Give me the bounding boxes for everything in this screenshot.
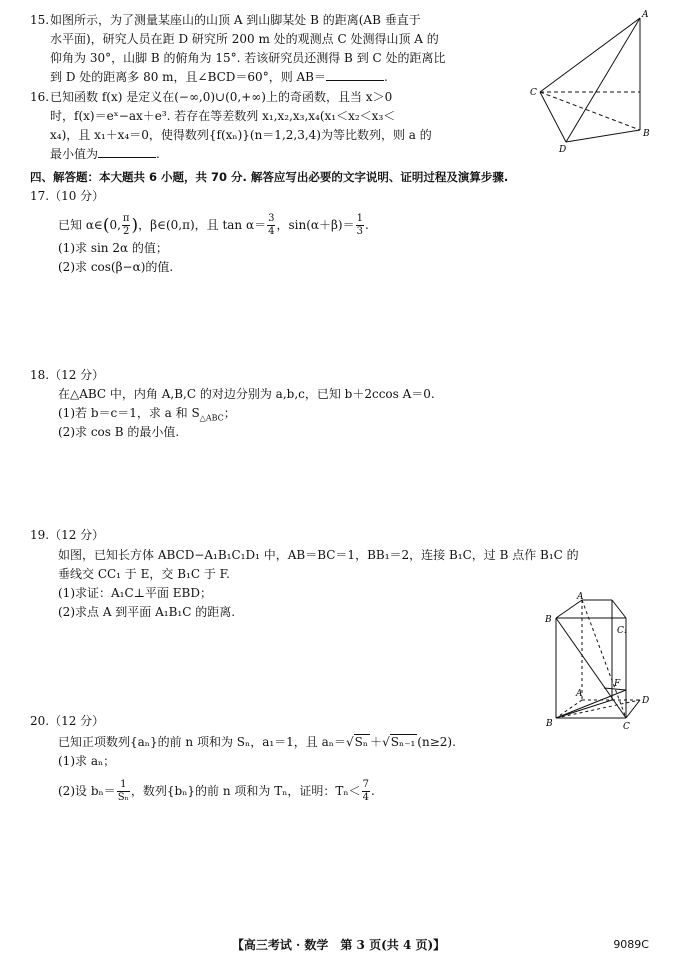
q20-sqrt-sn-1: Sₙ₋₁ [390,735,416,749]
q15-line-4 [50,68,446,87]
q15-body [50,11,446,87]
q17-paren-open: ( [102,215,110,236]
q17-pi-num: π [122,213,130,224]
q19-figure [540,592,656,732]
q17-given-prefix: 已知 α∈ [58,218,103,232]
q19-label-c1: C₁ [617,626,628,636]
q17-body [58,211,369,277]
q20-b-frac [117,779,130,804]
q19-body [58,546,579,622]
q15-line-4-text: 到 D 处的距离多 80 m，且∠BCD＝60°，则 AB＝ [50,70,326,84]
q19-line-1: 如图，已知长方体 ABCD−A₁B₁C₁D₁ 中，AB＝BC＝1，BB₁＝2，连接 B₁C，过 B 点作 B₁C 的 [58,548,579,562]
q18-part-1 [58,404,435,423]
q19-line-2: 垂线交 CC₁ 于 E，交 B₁C 于 F. [58,567,230,581]
q16-body [50,88,432,164]
q20-plus: ＋ [370,735,383,749]
q15-answer-blank [326,68,384,81]
q19-part-1: (1)求证：A₁C⊥平面 EBD； [58,586,212,600]
q15-label-d: D [559,145,567,154]
q17-sin-den: 3 [356,226,363,237]
q16-number: 16. [30,90,50,104]
q17-tan-frac [267,213,275,238]
q20-b-num: 1 [117,779,130,792]
q20-body [58,733,456,807]
q15-edge-cd [540,92,566,142]
q18-given: 在△ABC 中，内角 A,B,C 的对边分别为 a,b,c，已知 b＋2ccos A＝0. [58,387,435,401]
q15-label-c: C [530,88,537,98]
q17-part-2: (2)求 cos(β−α)的值. [58,260,174,274]
q20-part-2-end: . [370,784,375,798]
q18-area-subscript: △ABC [199,413,224,423]
q17-given-mid: ，β∈(0,π)，且 tan α＝ [138,218,267,232]
q19-label-c: C [623,722,630,732]
q18-part-1-text: (1)若 b＝c＝1，求 a 和 S [58,406,200,420]
q15-line-1: 如图所示，为了测量某座山的山顶 A 到山脚某处 B 的距离(AB 垂直于 [50,13,421,27]
q15-edge-cb [540,92,640,130]
q17-given [58,211,369,239]
q16-answer-blank [98,145,156,158]
q18-part-2: (2)求 cos B 的最小值. [58,425,180,439]
q16-line-4-text: 最小值为 [50,147,99,161]
q17-pi-den: 2 [123,226,130,237]
q19-label-f: F [614,679,621,689]
q15-line-3: 仰角为 30°，山脚 B 的俯角为 15°. 若该研究员还测得 B 到 C 处的距离比 [50,51,446,65]
page-footer [0,935,677,955]
q15-edge-ac [540,18,640,92]
q19-head: 19.（12 分） [30,528,105,542]
q16-end: . [156,147,160,161]
q19-label-b1: B [545,615,552,625]
q16-line-3: x₄)，且 x₁＋x₄＝0，使得数列{f(xₙ)}(n＝1,2,3,4)为等比数列，则 a 的 [50,128,432,142]
footer-exam-code: 9089C [613,938,649,951]
q20-given-prefix: 已知正项数列{aₙ}的前 n 项和为 Sₙ，a₁＝1，且 aₙ＝ [58,735,346,749]
q17-head: 17.（10 分） [30,189,105,203]
q15-figure [528,8,656,154]
q15-number: 15. [30,13,50,27]
q17-sin-frac [356,213,364,238]
q19-label-a1: A [577,592,584,602]
q20-t-num: 7 [362,779,369,790]
q15-end: . [384,70,388,84]
q20-t-frac [362,779,370,804]
q15-edge-ad [566,18,640,142]
q20-t-den: 4 [362,792,369,803]
q17-given-end: . [364,218,369,232]
q20-b-den: Sₙ [117,792,129,803]
section-4-title: 四、解答题：本大题共 6 小题，共 70 分. 解答应写出必要的文字说明、证明过程及演算步骤. [30,170,509,184]
q17-part-1: (1)求 sin 2α 的值； [58,241,168,255]
q19-part-2: (2)求点 A 到平面 A₁B₁C 的距离. [58,605,236,619]
q20-sqrt-sn: Sₙ [354,735,369,749]
q16-line-1: 已知函数 f(x) 是定义在(−∞,0)∪(0,+∞)上的奇函数，且当 x＞0 [50,90,393,104]
q17-sin-num: 1 [356,213,363,224]
q17-interval-start: 0, [109,218,121,232]
q20-part-1: (1)求 aₙ； [58,754,116,768]
q18-head: 18.（12 分） [30,368,105,382]
q15-edge-db [566,130,640,142]
q20-part-2 [58,775,456,807]
footer-page-info: 【高三考试 · 数学 第 3 页(共 4 页)】 [231,938,446,952]
q17-pi-over-2 [122,213,131,238]
q19-label-d: D [642,696,650,706]
q20-part-2-prefix: (2)设 bₙ＝ [58,784,116,798]
q15-label-a: A [642,10,649,20]
q20-part-2-mid: ，数列{bₙ}的前 n 项和为 Tₙ，证明：Tₙ＜ [130,784,361,798]
q17-sin-text: ，sin(α＋β)＝ [276,218,355,232]
q20-head: 20.（12 分） [30,714,105,728]
q18-body [58,385,435,442]
q15-line-2: 水平面)，研究人员在距 D 研究所 200 m 处的观测点 C 处测得山顶 A 的 [50,32,439,46]
q17-tan-num: 3 [268,213,275,224]
q19-label-a: A [576,689,583,699]
q17-tan-den: 4 [268,226,275,237]
q16-line-2: 时，f(x)＝eˣ−ax＋e³. 若存在等差数列 x₁,x₂,x₃,x₄(x₁＜x₂＜x₃＜ [50,109,396,123]
q18-part-1-end: ； [223,406,236,420]
q20-given: 已知正项数列{aₙ}的前 n 项和为 Sₙ，a₁＝1，且 aₙ＝√Sₙ ＋√Sₙ₋₁ (n≥2). [58,735,456,749]
q15-label-b: B [643,129,650,139]
q16-line-4 [50,145,432,164]
q19-label-b: B [546,719,553,729]
q17-paren-close: ) [131,215,139,236]
q20-given-end: (n≥2). [417,735,456,749]
